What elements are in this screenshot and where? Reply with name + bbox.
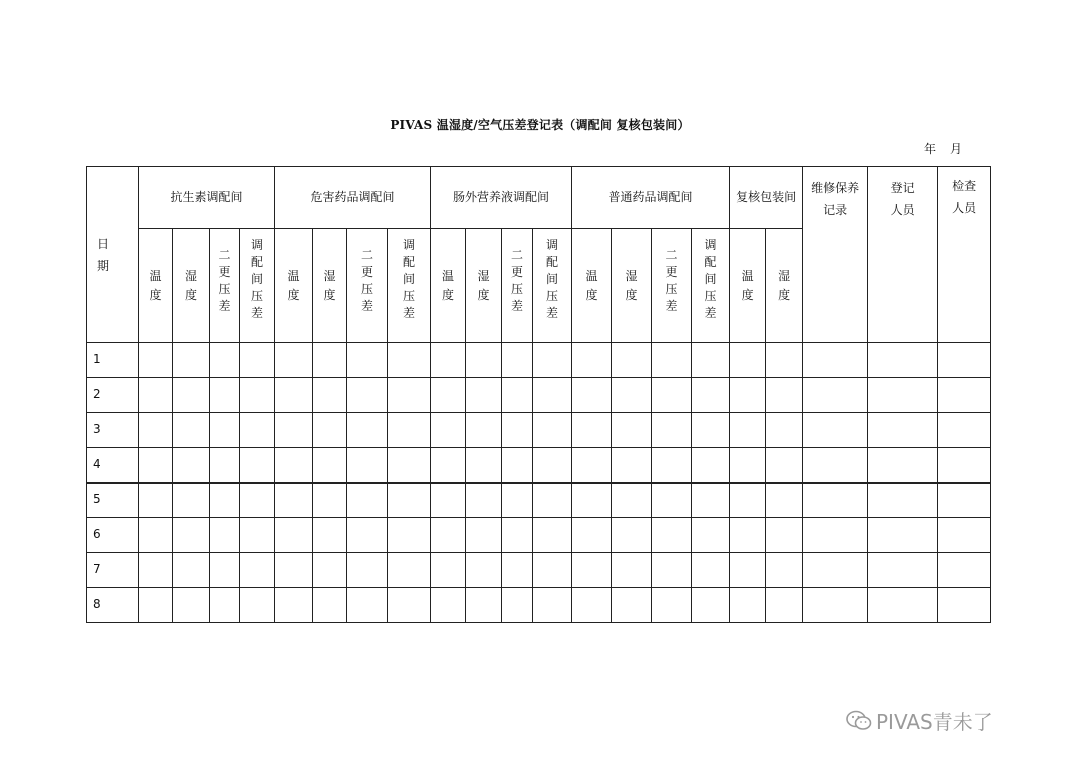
- entry-cell[interactable]: [868, 518, 938, 553]
- entry-cell[interactable]: [692, 413, 730, 448]
- entry-cell[interactable]: [210, 588, 240, 623]
- entry-cell[interactable]: [730, 378, 766, 413]
- entry-cell[interactable]: [652, 378, 692, 413]
- entry-cell[interactable]: [466, 413, 502, 448]
- entry-cell[interactable]: [313, 378, 347, 413]
- sub-header-cell: [173, 229, 210, 343]
- entry-cell[interactable]: [572, 518, 612, 553]
- entry-cell[interactable]: [533, 343, 572, 378]
- entry-cell[interactable]: [431, 553, 466, 588]
- sub-header-cell: [502, 229, 533, 343]
- entry-cell[interactable]: [210, 553, 240, 588]
- entry-cell[interactable]: [938, 553, 991, 588]
- row-day-number: 8: [87, 588, 139, 623]
- entry-cell[interactable]: [431, 343, 466, 378]
- entry-cell[interactable]: [766, 343, 803, 378]
- sub-header-label: 二更压差: [218, 248, 231, 313]
- entry-cell[interactable]: [173, 553, 210, 588]
- entry-cell[interactable]: [938, 343, 991, 378]
- entry-cell[interactable]: [388, 378, 431, 413]
- row-day-number: 6: [87, 518, 139, 553]
- entry-cell[interactable]: [612, 343, 652, 378]
- entry-cell[interactable]: [347, 448, 388, 483]
- entry-cell[interactable]: [803, 518, 868, 553]
- entry-cell[interactable]: [466, 518, 502, 553]
- table-row: [87, 588, 991, 623]
- entry-cell[interactable]: [502, 378, 533, 413]
- entry-cell[interactable]: [868, 553, 938, 588]
- wechat-icon: [846, 710, 872, 737]
- entry-cell[interactable]: [766, 518, 803, 553]
- registration-table: [86, 166, 991, 623]
- date-header: 日期: [97, 236, 110, 273]
- year-month-label: [924, 140, 962, 157]
- entry-cell[interactable]: [938, 413, 991, 448]
- entry-cell[interactable]: [313, 483, 347, 518]
- entry-cell[interactable]: [730, 448, 766, 483]
- entry-cell[interactable]: [388, 343, 431, 378]
- row-day-number: 1: [87, 343, 139, 378]
- document-title: PIVAS 温湿度/空气压差登记表（调配间 复核包装间）: [390, 118, 690, 132]
- sub-header-cell: [347, 229, 388, 343]
- inspector-header: 检查人员: [952, 179, 977, 215]
- entry-cell[interactable]: [533, 483, 572, 518]
- entry-cell[interactable]: [313, 413, 347, 448]
- entry-cell[interactable]: [139, 483, 173, 518]
- entry-cell[interactable]: [692, 483, 730, 518]
- entry-cell[interactable]: [431, 413, 466, 448]
- entry-cell[interactable]: [692, 588, 730, 623]
- entry-cell[interactable]: [938, 483, 991, 518]
- entry-cell[interactable]: [240, 448, 275, 483]
- sub-header-label: 温度: [585, 269, 598, 302]
- entry-cell[interactable]: [275, 553, 313, 588]
- entry-cell[interactable]: [938, 448, 991, 483]
- entry-cell[interactable]: [388, 518, 431, 553]
- entry-cell[interactable]: [347, 588, 388, 623]
- entry-cell[interactable]: [139, 553, 173, 588]
- entry-cell[interactable]: [388, 553, 431, 588]
- group-header-general: 普通药品调配间: [572, 167, 730, 229]
- date-header-cell: [87, 167, 139, 343]
- sub-header-cell: [692, 229, 730, 343]
- entry-cell[interactable]: [240, 553, 275, 588]
- entry-cell[interactable]: [466, 448, 502, 483]
- entry-cell[interactable]: [502, 448, 533, 483]
- entry-cell[interactable]: [388, 448, 431, 483]
- entry-cell[interactable]: [692, 448, 730, 483]
- entry-cell[interactable]: [313, 518, 347, 553]
- entry-cell[interactable]: [730, 483, 766, 518]
- entry-cell[interactable]: [692, 553, 730, 588]
- entry-cell[interactable]: [466, 343, 502, 378]
- month-label: 月: [950, 142, 963, 156]
- group-header-hazardous: 危害药品调配间: [275, 167, 431, 229]
- entry-cell[interactable]: [612, 378, 652, 413]
- sub-header-label: 湿度: [185, 269, 198, 302]
- entry-cell[interactable]: [533, 518, 572, 553]
- entry-cell[interactable]: [938, 378, 991, 413]
- group-header-row: [87, 167, 991, 229]
- sub-header-label: 湿度: [477, 269, 490, 302]
- entry-cell[interactable]: [572, 378, 612, 413]
- sub-header-cell: [240, 229, 275, 343]
- entry-cell[interactable]: [313, 343, 347, 378]
- entry-cell[interactable]: [803, 483, 868, 518]
- entry-cell[interactable]: [938, 588, 991, 623]
- entry-cell[interactable]: [533, 413, 572, 448]
- entry-cell[interactable]: [803, 588, 868, 623]
- entry-cell[interactable]: [692, 378, 730, 413]
- table-row: [87, 343, 991, 378]
- entry-cell[interactable]: [210, 448, 240, 483]
- watermark-text: PIVAS青未了: [876, 710, 993, 734]
- entry-cell[interactable]: [431, 448, 466, 483]
- entry-cell[interactable]: [572, 448, 612, 483]
- entry-cell[interactable]: [652, 588, 692, 623]
- entry-cell[interactable]: [502, 553, 533, 588]
- entry-cell[interactable]: [533, 448, 572, 483]
- entry-cell[interactable]: [572, 553, 612, 588]
- entry-cell[interactable]: [766, 588, 803, 623]
- entry-cell[interactable]: [275, 448, 313, 483]
- entry-cell[interactable]: [766, 483, 803, 518]
- year-label: 年: [924, 142, 937, 156]
- group-header-antibiotics: 抗生素调配间: [139, 167, 275, 229]
- entry-cell[interactable]: [533, 588, 572, 623]
- entry-cell[interactable]: [868, 483, 938, 518]
- entry-cell[interactable]: [210, 483, 240, 518]
- sub-header-label: 二更压差: [361, 248, 374, 313]
- entry-cell[interactable]: [612, 553, 652, 588]
- sub-header-cell: [533, 229, 572, 343]
- entry-cell[interactable]: [692, 343, 730, 378]
- entry-cell[interactable]: [139, 588, 173, 623]
- sub-header-cell: [466, 229, 502, 343]
- entry-cell[interactable]: [612, 518, 652, 553]
- table-row: [87, 518, 991, 553]
- row-day-number: 4: [87, 448, 139, 483]
- sub-header-cell: [139, 229, 173, 343]
- entry-cell[interactable]: [612, 448, 652, 483]
- entry-cell[interactable]: [938, 518, 991, 553]
- entry-cell[interactable]: [431, 518, 466, 553]
- entry-cell[interactable]: [533, 553, 572, 588]
- entry-cell[interactable]: [466, 588, 502, 623]
- entry-cell[interactable]: [502, 588, 533, 623]
- registrar-header-cell: [868, 167, 938, 343]
- entry-cell[interactable]: [572, 588, 612, 623]
- entry-cell[interactable]: [173, 518, 210, 553]
- entry-cell[interactable]: [431, 378, 466, 413]
- entry-cell[interactable]: [139, 378, 173, 413]
- entry-cell[interactable]: [313, 448, 347, 483]
- table-row: [87, 413, 991, 448]
- group-header-parenteral: 肠外营养液调配间: [431, 167, 572, 229]
- entry-cell[interactable]: [730, 553, 766, 588]
- entry-cell[interactable]: [173, 588, 210, 623]
- sub-header-label: 调配间压差: [704, 238, 717, 320]
- entry-cell[interactable]: [652, 343, 692, 378]
- sub-header-cell: [766, 229, 803, 343]
- entry-cell[interactable]: [533, 378, 572, 413]
- maintenance-header: 维修保养记录: [811, 181, 860, 217]
- sub-header-label: 湿度: [625, 269, 638, 302]
- sub-header-label: 温度: [149, 269, 162, 302]
- entry-cell[interactable]: [766, 378, 803, 413]
- sub-header-label: 温度: [287, 269, 300, 302]
- inspector-header-cell: [938, 167, 991, 343]
- sub-header-label: 温度: [741, 269, 754, 302]
- entry-cell[interactable]: [868, 343, 938, 378]
- entry-cell[interactable]: [692, 518, 730, 553]
- entry-cell[interactable]: [652, 448, 692, 483]
- entry-cell[interactable]: [240, 518, 275, 553]
- entry-cell[interactable]: [766, 553, 803, 588]
- entry-cell[interactable]: [275, 588, 313, 623]
- entry-cell[interactable]: [803, 553, 868, 588]
- sub-header-cell: [313, 229, 347, 343]
- entry-cell[interactable]: [730, 588, 766, 623]
- sub-header-cell: [730, 229, 766, 343]
- entry-cell[interactable]: [868, 448, 938, 483]
- sub-header-cell: [388, 229, 431, 343]
- entry-cell[interactable]: [275, 483, 313, 518]
- entry-cell[interactable]: [240, 413, 275, 448]
- sub-header-label: 调配间压差: [251, 238, 264, 320]
- entry-cell[interactable]: [803, 448, 868, 483]
- entry-cell[interactable]: [388, 483, 431, 518]
- sub-header-label: 湿度: [778, 269, 791, 302]
- row-day-number: 2: [87, 378, 139, 413]
- entry-cell[interactable]: [766, 448, 803, 483]
- entry-cell[interactable]: [502, 343, 533, 378]
- entry-cell[interactable]: [173, 343, 210, 378]
- entry-cell[interactable]: [139, 448, 173, 483]
- sub-header-label: 湿度: [323, 269, 336, 302]
- entry-cell[interactable]: [730, 518, 766, 553]
- entry-cell[interactable]: [502, 483, 533, 518]
- entry-cell[interactable]: [347, 553, 388, 588]
- entry-cell[interactable]: [803, 413, 868, 448]
- entry-cell[interactable]: [572, 343, 612, 378]
- entry-cell[interactable]: [803, 378, 868, 413]
- entry-cell[interactable]: [347, 518, 388, 553]
- sub-header-cell: [431, 229, 466, 343]
- entry-cell[interactable]: [139, 343, 173, 378]
- entry-cell[interactable]: [868, 588, 938, 623]
- entry-cell[interactable]: [313, 588, 347, 623]
- entry-cell[interactable]: [572, 483, 612, 518]
- entry-cell[interactable]: [868, 378, 938, 413]
- entry-cell[interactable]: [652, 518, 692, 553]
- entry-cell[interactable]: [431, 483, 466, 518]
- row-day-number: 5: [87, 483, 139, 518]
- sub-header-cell: [652, 229, 692, 343]
- entry-cell[interactable]: [612, 588, 652, 623]
- sub-header-cell: [210, 229, 240, 343]
- entry-cell[interactable]: [210, 518, 240, 553]
- entry-cell[interactable]: [210, 413, 240, 448]
- entry-cell[interactable]: [240, 588, 275, 623]
- table-row: [87, 378, 991, 413]
- entry-cell[interactable]: [347, 413, 388, 448]
- entry-cell[interactable]: [313, 553, 347, 588]
- entry-cell[interactable]: [388, 413, 431, 448]
- entry-cell[interactable]: [173, 448, 210, 483]
- entry-cell[interactable]: [275, 413, 313, 448]
- entry-cell[interactable]: [730, 413, 766, 448]
- entry-cell[interactable]: [139, 518, 173, 553]
- entry-cell[interactable]: [275, 518, 313, 553]
- entry-cell[interactable]: [347, 378, 388, 413]
- entry-cell[interactable]: [572, 413, 612, 448]
- sub-header-label: 温度: [442, 269, 455, 302]
- entry-cell[interactable]: [502, 518, 533, 553]
- entry-cell[interactable]: [652, 413, 692, 448]
- registrar-header: 登记人员: [890, 181, 915, 217]
- entry-cell[interactable]: [275, 343, 313, 378]
- row-day-number: 7: [87, 553, 139, 588]
- group-header-packaging: 复核包装间: [730, 167, 803, 229]
- entry-cell[interactable]: [173, 483, 210, 518]
- entry-cell[interactable]: [210, 378, 240, 413]
- sub-header-label: 调配间压差: [403, 238, 416, 320]
- entry-cell[interactable]: [612, 413, 652, 448]
- entry-cell[interactable]: [173, 413, 210, 448]
- entry-cell[interactable]: [803, 343, 868, 378]
- entry-cell[interactable]: [612, 483, 652, 518]
- table-row: [87, 553, 991, 588]
- sub-header-label: 调配间压差: [546, 238, 559, 320]
- table-row: [87, 448, 991, 483]
- entry-cell[interactable]: [466, 483, 502, 518]
- entry-cell[interactable]: [652, 483, 692, 518]
- watermark: [846, 706, 993, 737]
- entry-cell[interactable]: [347, 343, 388, 378]
- entry-cell[interactable]: [139, 413, 173, 448]
- entry-cell[interactable]: [347, 483, 388, 518]
- entry-cell[interactable]: [431, 588, 466, 623]
- entry-cell[interactable]: [466, 553, 502, 588]
- entry-cell[interactable]: [210, 343, 240, 378]
- row-day-number: 3: [87, 413, 139, 448]
- entry-cell[interactable]: [766, 413, 803, 448]
- sub-header-cell: [275, 229, 313, 343]
- entry-cell[interactable]: [240, 343, 275, 378]
- entry-cell[interactable]: [173, 378, 210, 413]
- entry-cell[interactable]: [502, 413, 533, 448]
- entry-cell[interactable]: [275, 378, 313, 413]
- sub-header-cell: [612, 229, 652, 343]
- sub-header-label: 二更压差: [665, 248, 678, 313]
- entry-cell[interactable]: [240, 483, 275, 518]
- entry-cell[interactable]: [240, 378, 275, 413]
- sub-header-label: 二更压差: [511, 248, 524, 313]
- sub-header-cell: [572, 229, 612, 343]
- entry-cell[interactable]: [730, 343, 766, 378]
- table-row: [87, 483, 991, 518]
- entry-cell[interactable]: [868, 413, 938, 448]
- entry-cell[interactable]: [466, 378, 502, 413]
- maintenance-header-cell: [803, 167, 868, 343]
- entry-cell[interactable]: [652, 553, 692, 588]
- entry-cell[interactable]: [388, 588, 431, 623]
